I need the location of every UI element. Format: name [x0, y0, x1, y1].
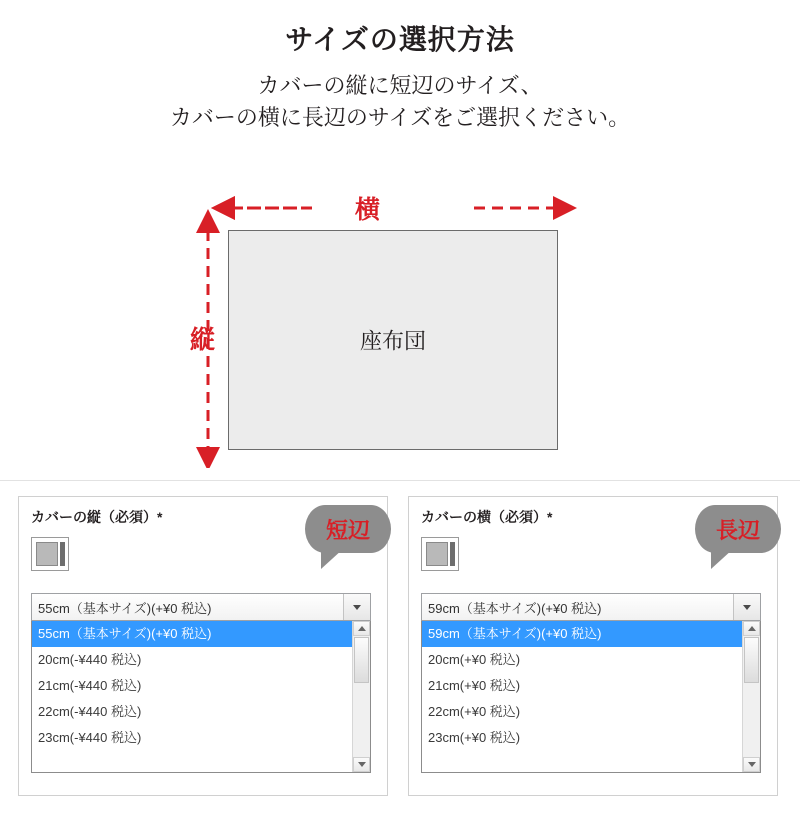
list-item[interactable]: 22cm(-¥440 税込) — [38, 704, 142, 719]
scroll-up-icon[interactable] — [353, 621, 370, 636]
list-item[interactable]: 23cm(+¥0 税込) — [428, 730, 521, 745]
diagram-height-label: 縦 — [190, 326, 216, 354]
cover-width-label: カバーの横（必須）* — [421, 509, 553, 525]
cover-height-option-list — [32, 621, 352, 772]
cushion-shape — [228, 230, 558, 450]
list-item[interactable]: 59cm（基本サイズ)(+¥0 税込) — [422, 621, 742, 647]
cover-width-select[interactable] — [421, 593, 761, 621]
cover-height-label: カバーの縦（必須）* — [31, 509, 163, 525]
scroll-up-icon[interactable] — [743, 621, 760, 636]
cover-height-select[interactable] — [31, 593, 371, 621]
page-subtitle-line-1: カバーの縦に短辺のサイズ、 — [257, 73, 543, 98]
cover-height-scrollbar[interactable] — [352, 621, 370, 772]
cover-height-select-value: 55cm（基本サイズ)(+¥0 税込) — [38, 600, 212, 616]
list-item[interactable]: 23cm(-¥440 税込) — [38, 730, 142, 745]
scroll-down-icon[interactable] — [743, 757, 760, 772]
cushion-label: 座布団 — [359, 328, 426, 354]
page-title: サイズの選択方法 — [285, 24, 515, 55]
cover-width-dropdown[interactable] — [421, 621, 761, 773]
fabric-swatch-icon — [31, 537, 69, 571]
list-item[interactable]: 21cm(-¥440 税込) — [38, 678, 142, 693]
cover-width-scrollbar[interactable] — [742, 621, 760, 772]
cover-height-dropdown[interactable] — [31, 621, 371, 773]
cover-width-option-list — [422, 621, 742, 772]
callout-long-side: 長辺 — [695, 505, 781, 553]
size-diagram — [0, 178, 800, 468]
diagram-width-label: 横 — [355, 196, 381, 224]
scrollbar-thumb[interactable] — [744, 637, 759, 683]
chevron-down-icon[interactable] — [343, 594, 370, 620]
section-divider — [0, 480, 800, 481]
scroll-down-icon[interactable] — [353, 757, 370, 772]
fabric-swatch-icon — [421, 537, 459, 571]
list-item[interactable]: 55cm（基本サイズ)(+¥0 税込) — [32, 621, 352, 647]
cover-width-select-value: 59cm（基本サイズ)(+¥0 税込) — [428, 600, 602, 616]
scrollbar-thumb[interactable] — [354, 637, 369, 683]
list-item[interactable]: 21cm(+¥0 税込) — [428, 678, 521, 693]
page-subtitle — [0, 70, 800, 134]
list-item[interactable]: 20cm(-¥440 税込) — [38, 652, 142, 667]
callout-short-side: 短辺 — [305, 505, 391, 553]
list-item[interactable]: 20cm(+¥0 税込) — [428, 652, 521, 667]
chevron-down-icon[interactable] — [733, 594, 760, 620]
list-item[interactable]: 22cm(+¥0 税込) — [428, 704, 521, 719]
page-subtitle-line-2: カバーの横に長辺のサイズをご選択ください。 — [169, 104, 631, 130]
